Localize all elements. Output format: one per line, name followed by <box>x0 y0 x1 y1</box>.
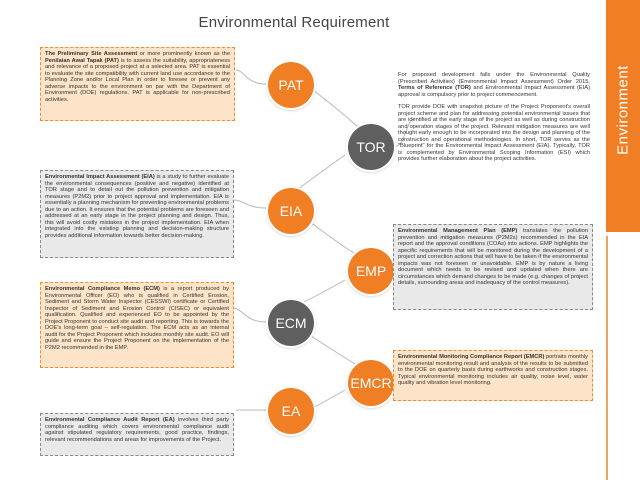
ecm-text: is a report produced by Environmental Officer (EO) who is qualified in Certified Erosion, Sediment and Storm Water Inspector (CESSWI) certificate or Certified Inspector of Sediment and Erosion Control (CISEC) or equivalent qualification. Qualified and experienced EO to be appointed by the Project Proponent to conduct site audit and reporting. This is towards the DOE's long-term goal – self-regulation. The ECM acts as an internal audit for the Project Proponent which includes monthly site audit. EO will guide and ensure the Project Proponent on the implementation of the P2M2 recommended in the EMP. <box>45 286 229 351</box>
page-title: Environmental Requirement <box>198 14 390 31</box>
tor-text-a: For proposed development falls under the Environmental Quality (Prescribed Activities) (Environmental Impact Assessment) Order 2015, <box>398 72 590 85</box>
node-ecm: ECM <box>268 300 314 346</box>
connector-ecm-emcr <box>305 332 362 368</box>
eia-term: Environmental Impact Assessment (EIA) <box>45 174 155 180</box>
connector-pat-box <box>236 70 266 84</box>
ecm-term: Environmental Compliance Memo (ECM) <box>45 286 160 292</box>
eia-text: is a study to further evaluate the environmental consequences (positive and negative) identified at TOR stage and to detail out the pollution prevention and mitigation measures (P2M2) prior to project approval and implementation. EIA is essentially a planning mechanism for preventing environmental problems due to an action. It ensures that the potential problems are foreseen and addressed at an early stage in the project planning and design. Thus, this will avoid costly mistakes in the project implementation. EIA when integrated into the existing planning and decision-making structure provides additional information towards better decision-making. <box>45 174 229 239</box>
sidebar-label: Environment <box>614 65 632 155</box>
tor-paragraph-1 <box>398 72 590 98</box>
connector-ecm-box <box>234 308 266 322</box>
pat-term-local: Penilaian Awal Tapak <box>45 57 103 64</box>
pat-text-b: is to assess the suitability, appropriateness and relevance of a proposed project at a selected area. PAT is essential to evaluate the site compatibility with current land use accordance to the Planning Zone and/or Local Plan in order to foresee or prevent any adverse impacts to the environment on par with the Department of Environment (DOE) regulations. PAT is applicable for non-prescribed activities. <box>45 57 230 103</box>
emcr-term: Environmental Monitoring Compliance Report (EMCR) <box>398 354 545 360</box>
emcr-text: portraits monthly environmental monitoring result and analysis of the results to be submitted to the DOE on quarterly basis during earthworks and construction stages. Typical environmental monitoring includes air quality, noise level, water quality and vibration level monitoring. <box>398 354 588 386</box>
node-pat: PAT <box>268 62 314 108</box>
node-tor: TOR <box>348 124 394 170</box>
pat-description-box <box>40 47 235 121</box>
pat-term: The Preliminary Site Assessment <box>45 51 138 57</box>
node-ea: EA <box>268 388 314 434</box>
connector-eia-box <box>234 200 266 208</box>
connector-eia-emp <box>305 218 362 258</box>
tor-text-b: and Environmental Impact Assessment (EIA) approval is compulsory prior to project commencement. <box>398 85 590 98</box>
node-emp: EMP <box>348 248 394 294</box>
node-emcr: EMCR <box>348 360 394 406</box>
ea-text: involves third party compliance auditing which covers environmental compliance audit against stipulated regulatory requirements, good practice, findings, relevant recommendations and areas for improvements of the Project. <box>45 417 229 443</box>
tor-term: Terms of Reference (TOR) <box>398 85 471 91</box>
emp-text: translates the pollution prevention and mitigation measures (P2M2s) recommended in the EIA report and the approval conditions (COAs) into actions. EMP highlights the specific requirements that will be monitored during the development of a project and correction actions that will have to be taken if the environmental impacts was not foreseen or unavoidable. EMP is by nature a living document which needs to be revised and updated when there are circumstances which demand changes to be made (e.g. changes of project details, surrounding areas and inadequacy of the control measures). <box>398 228 588 286</box>
ecm-description-box <box>40 282 234 368</box>
emcr-description-box <box>393 350 593 401</box>
eia-description-box <box>40 170 234 258</box>
ea-description-box <box>40 413 234 456</box>
node-eia: EIA <box>268 188 314 234</box>
emp-description-box <box>393 224 593 310</box>
pat-text-a: or more prominently known as the <box>137 51 230 57</box>
emp-term: Environmental Management Plan (EMP) <box>398 228 518 234</box>
pat-term-abbr: (PAT) <box>102 57 119 64</box>
tor-paragraph-2: TOR provide DOE with snapshot picture of the Project Proponent's overall project scheme and plan for addressing potential environmental issues that are identified at the early stage of the project as well as during construction and operation stages of the project. Relevant mitigation measures are well thought early enough to be incorporated into the design and planning of the construction and operational methodologies. In short, TOR serves as the "Blueprint" for the Environmental Impact Assessment (EIA). Typically, TOR is complemented by Environmental Scoping Information (ESI) which provides further elaboration about the project activities. <box>398 104 590 162</box>
tor-description-box <box>396 70 592 230</box>
ea-term: Environmental Compliance Audit Report (EA) <box>45 417 175 423</box>
